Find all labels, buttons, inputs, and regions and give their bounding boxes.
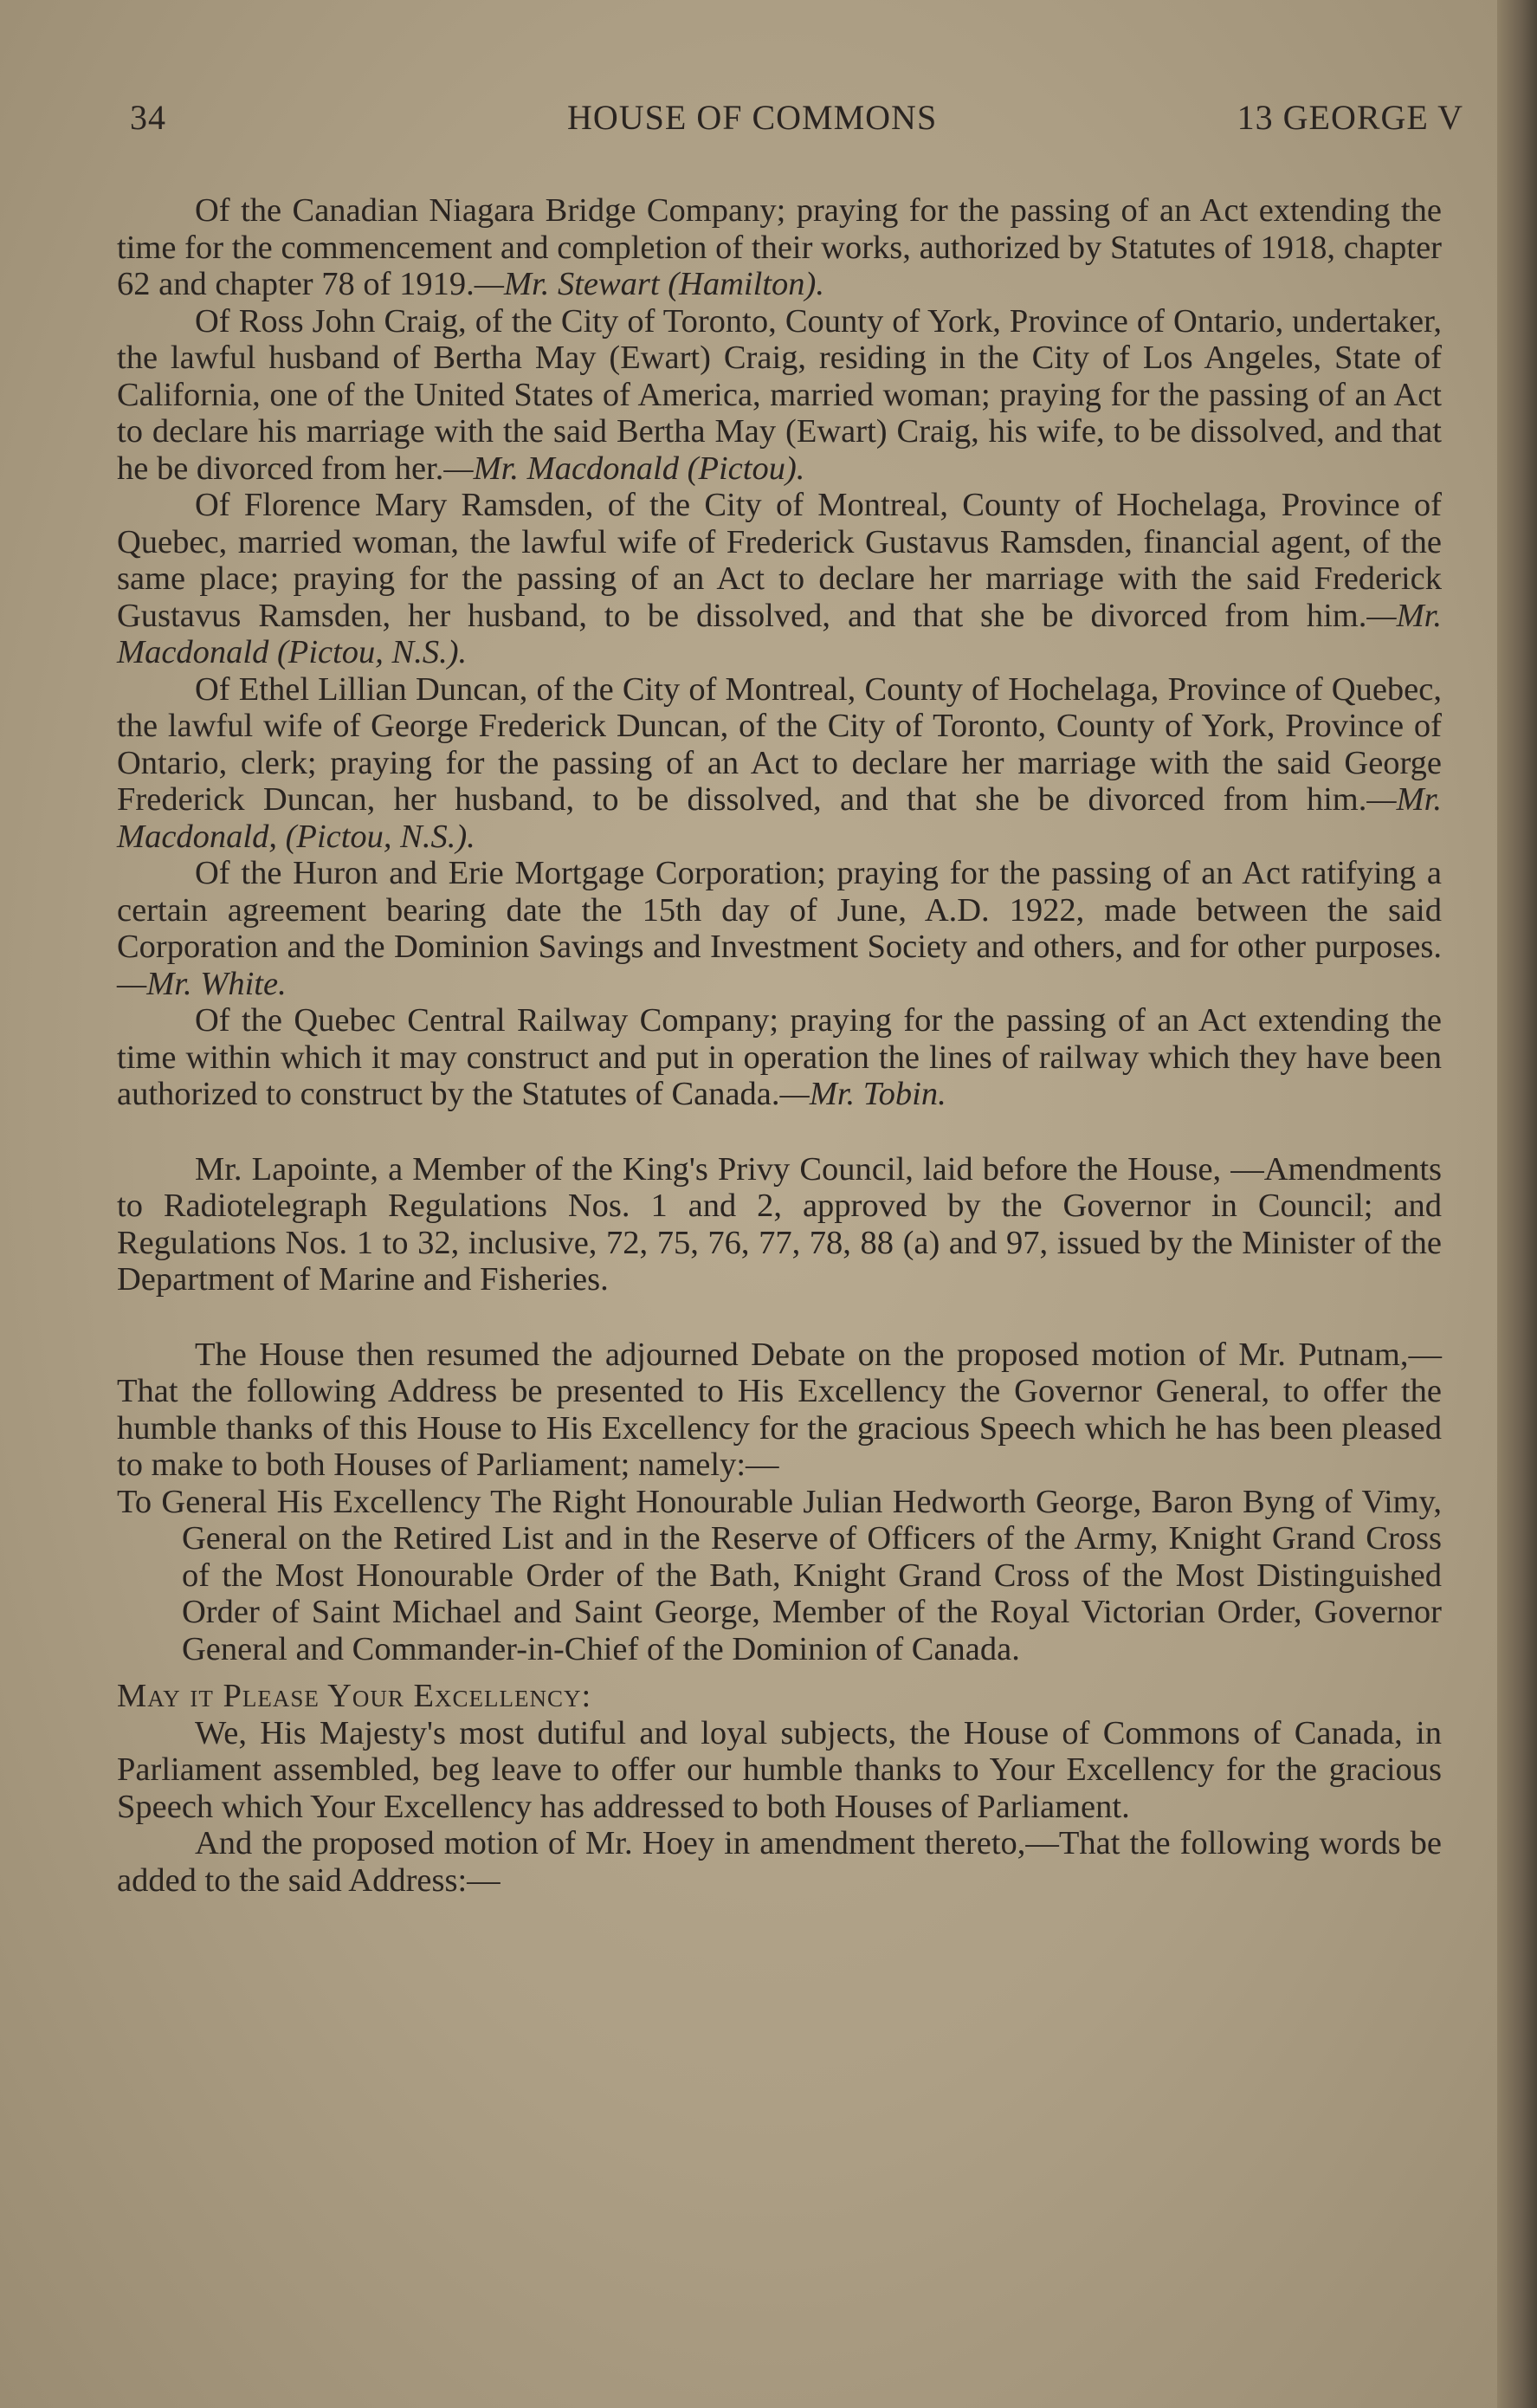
- page-number: 34: [130, 98, 166, 137]
- petition-quebec-central: Of the Quebec Central Railway Company; praying for the passing of an Act extending the time within which it may construct and put in operation the lines of railway which they have been authorized to construct by the Statutes of Canada.—Mr. Tobin.: [117, 1002, 1442, 1112]
- regnal-year: 13 GEORGE V: [1237, 98, 1463, 137]
- petition-ross-craig: Of Ross John Craig, of the City of Toronto, County of York, Province of Ontario, undertaker, the lawful husband of Bertha May (Ewart) Craig, residing in the City of Los Angeles, State of California, one of the United States of America, married woman; praying for the passing of an Act to declare his marriage with the said Bertha May (Ewart) Craig, his wife, to be dissolved, and that he be divorced from her.—Mr. Macdonald (Pictou).: [117, 302, 1442, 487]
- petition-huron-erie: Of the Huron and Erie Mortgage Corporation; praying for the passing of an Act ratifying a certain agreement bearing date the 15th day of June, A.D. 1922, made between the said Corporation and the Dominion Savings and Investment Society and others, and for other purposes.—Mr. White.: [117, 855, 1442, 1002]
- amendment-paragraph: And the proposed motion of Mr. Hoey in amendment thereto,—That the following words be added to the said Address:—: [117, 1825, 1442, 1899]
- petition-ethel-duncan: Of Ethel Lillian Duncan, of the City of Montreal, County of Hochelaga, Province of Quebec, the lawful wife of George Frederick Duncan, of the City of Toronto, County of York, Province of Ontario, clerk; praying for the passing of an Act to declare her marriage with the said George Frederick Duncan, her husband, to be dissolved, and that she be divorced from him.—Mr. Macdonald, (Pictou, N.S.).: [117, 670, 1442, 855]
- petition-florence-ramsden: Of Florence Mary Ramsden, of the City of Montreal, County of Hochelaga, Province of Quebec, married woman, the lawful wife of Frederick Gustavus Ramsden, financial agent, of the same place; praying for the passing of an Act to declare her marriage with the said Frederick Gustavus Ramsden, her husband, to be dissolved, and that she be divorced from him.—Mr. Macdonald (Pictou, N.S.).: [117, 487, 1442, 670]
- debate-paragraph: The House then resumed the adjourned Debate on the proposed motion of Mr. Putnam,—That the following Address be presented to His Excellency the Governor General, to offer the humble thanks of this House to His Excellency for the gracious Speech which he has been pleased to make to both Houses of Parliament; namely:—: [117, 1336, 1442, 1483]
- address-body-paragraph: We, His Majesty's most dutiful and loyal subjects, the House of Commons of Canada, in Parliament assembled, beg leave to offer our humble thanks to Your Excellency for the gracious Speech which Your Excellency has addressed to both Houses of Parliament.: [117, 1714, 1442, 1825]
- lapointe-paragraph: Mr. Lapointe, a Member of the King's Privy Council, laid before the House, —Amendments to Radiotelegraph Regulations Nos. 1 and 2, approved by the Governor in Council; and Regulations Nos. 1 to 32, inclusive, 72, 75, 76, 77, 78, 88 (a) and 97, issued by the Minister of the Department of Marine and Fisheries.: [117, 1150, 1442, 1298]
- salutation: May it Please Your Excellency:: [117, 1678, 592, 1714]
- running-header: [130, 97, 1463, 149]
- book-spine-shadow: [1497, 0, 1537, 2408]
- address-to-governor-general: To General His Excellency The Right Honourable Julian Hedworth George, Baron Byng of Vimy, General on the Retired List and in the Reserve of Officers of the Army, Knight Grand Cross of the Most Honourable Order of the Bath, Knight Grand Cross of the Most Distinguished Order of Saint Michael and Saint George, Member of the Royal Victorian Order, Governor General and Commander-in-Chief of the Dominion of Canada.: [117, 1483, 1442, 1667]
- petition-niagara-bridge: Of the Canadian Niagara Bridge Company; praying for the passing of an Act extending the time for the commencement and completion of their works, authorized by Statutes of 1918, chapter 62 and chapter 78 of 1919.—Mr. Stewart (Hamilton).: [117, 192, 1442, 302]
- section-gap: [117, 1113, 1442, 1151]
- page-body: [117, 192, 1442, 1899]
- header-title: HOUSE OF COMMONS: [567, 98, 938, 137]
- section-gap: [117, 1298, 1442, 1337]
